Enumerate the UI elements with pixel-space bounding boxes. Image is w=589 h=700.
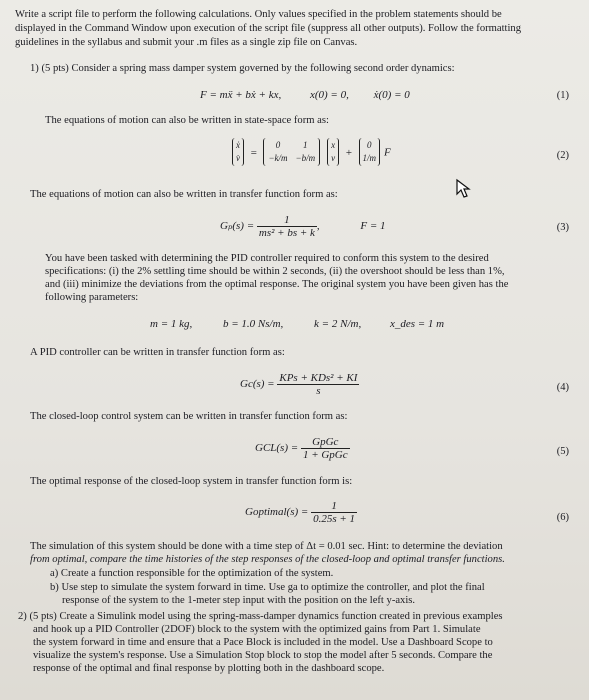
param-xdes: x_des = 1 m — [389, 318, 445, 330]
question-2-line-2: and hook up a PID Controller (2DOF) block to the system with the optimized gains from Part 1. Simulate — [33, 624, 481, 635]
part-b-line-1: b) Use step to simulate the system forward in time. Use ga to optimize the controller, and plot the final — [50, 582, 485, 593]
question-2-line-1: 2) (5 pts) Create a Simulink model using the spring-mass-damper dynamics function created in previous examples — [18, 611, 503, 622]
equation-1-main: F = mẍ + bẋ + kx, — [200, 89, 282, 101]
equation-4-lhs: Gc(s) = — [240, 378, 275, 391]
closed-loop-text: The closed-loop control system can be written in transfer function form as: — [30, 411, 348, 422]
simulation-line-1: The simulation of this system should be done with a time step of Δt = 0.01 sec. Hint: to determine the deviation — [30, 541, 503, 552]
task-line-1: You have been tasked with determining the PID controller required to conform this system to the desired — [45, 253, 489, 264]
equation-4-numerator: KPs + KDs² + KI — [279, 372, 358, 384]
question-2-line-3: the system forward in time and ensure that a Pace Block is included in the model. Use a Dashboard Scope to — [33, 637, 493, 648]
optimal-text: The optimal response of the closed-loop system in transfer function form is: — [30, 476, 353, 487]
param-k: k = 2 N/m, — [314, 318, 362, 330]
equation-4-denominator: s — [316, 385, 321, 397]
equation-3-numerator: 1 — [257, 214, 317, 227]
simulation-line-2: from optimal, compare the time histories of the step responses of the closed-loop and optimal transfer functions. — [30, 554, 505, 565]
part-b-line-2: response of the system to the 1-meter step input with the position on the left y-axis. — [62, 595, 416, 606]
param-m: m = 1 kg, — [150, 318, 193, 330]
equation-5-number: (5) — [556, 446, 569, 457]
equation-2-number: (2) — [556, 150, 569, 161]
equation-6-lhs: Goptimal(s) = — [245, 506, 309, 519]
equation-6-numerator: 1 — [311, 500, 357, 513]
equation-3-lhs: Gₚ(s) = — [220, 220, 255, 233]
equation-3-number: (3) — [556, 222, 569, 233]
equation-1 — [200, 89, 410, 101]
state-space-text: The equations of motion can also be written in state-space form as: — [45, 115, 329, 126]
question-2-line-4: visualize the system's response. Use a Simulation Stop block to stop the model after 5 seconds. Compare the — [33, 650, 493, 661]
equation-4-number: (4) — [556, 382, 569, 393]
parameters-row — [150, 318, 444, 330]
equation-3-denominator: ms² + bs + k — [258, 227, 315, 239]
equation-4 — [240, 372, 359, 397]
task-line-3: and (iii) minimize the deviations from the optimal response. The original system you have been given has the — [45, 279, 509, 290]
question-1-header: 1) (5 pts) Consider a spring mass damper system governed by the following second order dynamics: — [30, 63, 455, 74]
intro-line-2: displayed in the Command Window upon execution of the script file (suppress all other outputs). Follow the formatting — [15, 23, 522, 34]
equation-3: Gₚ(s) = $\frac{1}{\text{ms² + bs + k}}$ , F = 1 — [220, 214, 386, 239]
transfer-function-text: The equations of motion can also be written in transfer function form as: — [30, 189, 338, 200]
question-2-line-5: response of the optimal and final response by plotting both in the dashboard scope. — [33, 663, 385, 674]
equation-6-number: (6) — [556, 512, 569, 523]
pid-text: A PID controller can be written in transfer function form as: — [30, 347, 285, 358]
equation-6 — [245, 500, 357, 525]
equation-5 — [255, 436, 350, 461]
intro-line-1: Write a script file to perform the following calculations. Only values specified in the problem statements should be — [15, 9, 502, 20]
equation-1-ic1: x(0) = 0, — [309, 89, 349, 101]
part-a: a) Create a function responsible for the optimization of the system. — [50, 568, 334, 579]
equation-1-number: (1) — [556, 90, 569, 101]
equation-3-force: F = 1 — [360, 220, 386, 233]
equation-5-lhs: GCL(s) = — [255, 442, 299, 455]
param-b: b = 1.0 Ns/m, — [223, 318, 284, 330]
task-line-2: specifications: (i) the 2% settling time should be within 2 seconds, (ii) the overshoot should be less than 1%, — [45, 266, 505, 277]
intro-line-3: guidelines in the syllabus and submit your .m files as a single zip file on Canvas. — [15, 37, 358, 48]
task-line-4: following parameters: — [45, 292, 139, 303]
equation-2-state-space: ẋ v̇ = 0 1 −k/m −b/m x v + 0 1/m F — [232, 138, 391, 166]
mouse-cursor-icon — [455, 178, 473, 200]
equation-5-denominator: 1 + GpGc — [302, 449, 348, 461]
equation-6-denominator: 0.25s + 1 — [313, 513, 356, 525]
equation-1-ic2: ẋ(0) = 0 — [373, 89, 410, 101]
equation-5-numerator: GpGc — [301, 436, 350, 449]
